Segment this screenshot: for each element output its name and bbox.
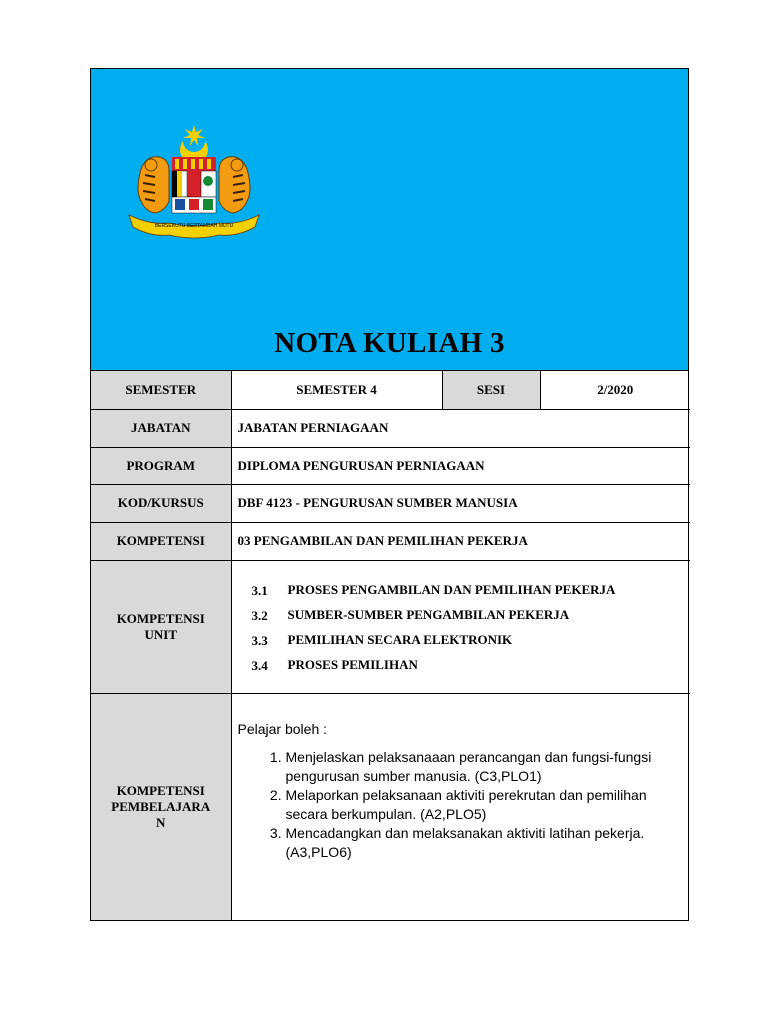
kompetensi-pembelajaran-row — [91, 693, 690, 920]
semester-row — [91, 371, 690, 409]
unit-text: PROSES PENGAMBILAN DAN PEMILIHAN PEKERJA — [287, 582, 616, 597]
unit-number: 3.4 — [251, 658, 268, 673]
learn-label-line3: N — [156, 814, 166, 830]
kompetensi-pembelajaran-label — [91, 693, 231, 920]
course-info-table — [91, 371, 690, 920]
sesi-label: SESI — [442, 371, 540, 409]
jabatan-label: JABATAN — [91, 409, 231, 447]
list-item — [252, 658, 685, 674]
kod-kursus-value: DBF 4123 - PENGURUSAN SUMBER MANUSIA — [231, 484, 690, 522]
kompetensi-unit-label — [91, 560, 231, 693]
semester-value: SEMESTER 4 — [231, 371, 442, 409]
list-item — [252, 633, 685, 649]
program-value: DIPLOMA PENGURUSAN PERNIAGAAN — [231, 447, 690, 484]
outcome-text: Melaporkan pelaksanaan aktiviti perekrutan dan pemilihan secara berkumpulan. — [285, 786, 647, 822]
kod-kursus-row — [91, 484, 690, 522]
outcome-code: (A3,PLO6) — [285, 843, 352, 860]
unit-number: 3.1 — [251, 583, 268, 598]
document-cover — [90, 68, 689, 921]
jabatan-row — [91, 409, 690, 447]
kompetensi-label: KOMPETENSI — [91, 522, 231, 560]
kompetensi-row — [91, 522, 690, 560]
outcome-text: Mencadangkan dan melaksanakan aktiviti latihan pekerja. — [285, 824, 645, 841]
unit-text: PEMILIHAN SECARA ELEKTRONIK — [287, 632, 513, 647]
semester-label: SEMESTER — [91, 371, 231, 409]
kompetensi-unit-list — [231, 560, 690, 693]
jabatan-value: JABATAN PERNIAGAAN — [231, 409, 690, 447]
list-item — [286, 786, 685, 824]
list-item — [252, 583, 685, 599]
svg-text:BERSEKUTU BERTAMBAH MUTU: BERSEKUTU BERTAMBAH MUTU — [154, 223, 234, 229]
list-item — [286, 824, 685, 862]
outcome-code: (A2,PLO5) — [420, 805, 487, 822]
learning-intro: Pelajar boleh : — [237, 720, 328, 737]
program-row — [91, 447, 690, 484]
learning-outcomes — [231, 693, 690, 920]
program-label: PROGRAM — [91, 447, 231, 484]
list-item — [286, 748, 685, 786]
kompetensi-unit-label-line1: KOMPETENSI — [116, 610, 205, 626]
malaysia-coat-of-arms-icon — [123, 119, 265, 239]
learn-label-line2: PEMBELAJARA — [111, 798, 211, 814]
unit-number: 3.3 — [251, 633, 268, 648]
sesi-value: 2/2020 — [540, 371, 690, 409]
list-item — [252, 608, 685, 624]
kompetensi-unit-label-line2: UNIT — [144, 626, 177, 642]
kompetensi-unit-row — [91, 560, 690, 693]
kod-kursus-label: KOD/KURSUS — [91, 484, 231, 522]
outcome-list — [238, 748, 685, 862]
learn-label-line1: KOMPETENSI — [116, 782, 205, 798]
outcome-code: (C3,PLO1) — [474, 767, 542, 784]
kompetensi-value: 03 PENGAMBILAN DAN PEMILIHAN PEKERJA — [231, 522, 690, 560]
outcome-text: Menjelaskan pelaksanaaan perancangan dan fungsi-fungsi pengurusan sumber manusia. — [285, 748, 652, 784]
unit-text: SUMBER-SUMBER PENGAMBILAN PEKERJA — [287, 607, 570, 622]
unit-text: PROSES PEMILIHAN — [287, 657, 418, 672]
document-title: NOTA KULIAH 3 — [274, 327, 505, 359]
unit-number: 3.2 — [251, 608, 268, 623]
title-banner — [91, 69, 688, 371]
